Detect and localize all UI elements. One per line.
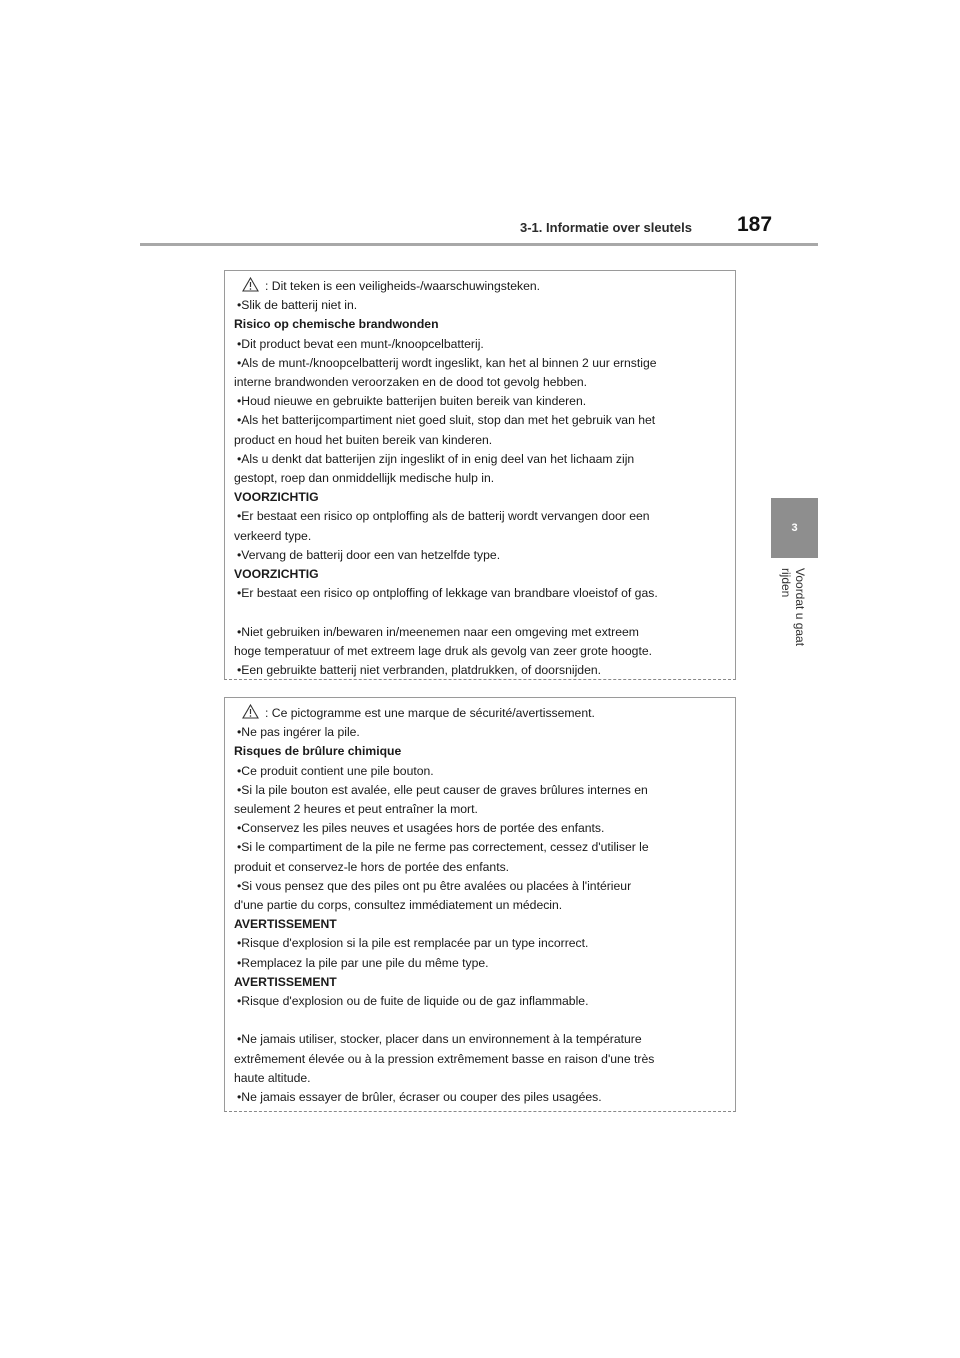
text-line: •Risque d'explosion ou de fuite de liquide ou de gaz inflammable. (237, 994, 589, 1009)
text-line: •Ne pas ingérer la pile. (237, 725, 360, 740)
text-line: •Conservez les piles neuves et usagées hors de portée des enfants. (237, 821, 605, 836)
section-heading: Risques de brûlure chimique (234, 744, 402, 759)
warning-panel-french (224, 697, 736, 1112)
text-line: verkeerd type. (234, 528, 312, 543)
chapter-number: 3 (791, 522, 798, 534)
text-line: •Houd nieuwe en gebruikte batterijen buiten bereik van kinderen. (237, 394, 587, 409)
header-rule (140, 243, 818, 246)
blank-line (234, 1011, 727, 1030)
text-line: •Ce produit contient une pile bouton. (237, 763, 434, 778)
chapter-tab (771, 498, 818, 558)
warning-panel-dutch (224, 270, 736, 680)
text-line: •Risque d'explosion si la pile est remplacée par un type incorrect. (237, 936, 589, 951)
section-heading: VOORZICHTIG (234, 490, 319, 505)
text-line: haute altitude. (234, 1070, 311, 1085)
text-line: gestopt, roep dan onmiddellijk medische hulp in. (234, 471, 495, 486)
page-number: 187 (737, 213, 773, 236)
section-title: 3-1. Informatie over sleutels (520, 220, 692, 235)
text-line: •Als de munt-/knoopcelbatterij wordt ingeslikt, kan het al binnen 2 uur ernstige (237, 355, 657, 370)
text-line: •Als u denkt dat batterijen zijn ingeslikt of in enig deel van het lichaam zijn (237, 451, 635, 466)
section-heading: Risico op chemische brandwonden (234, 317, 439, 332)
section-heading: VOORZICHTIG (234, 567, 319, 582)
text-line: produit et conservez-le hors de portée des enfants. (234, 859, 510, 874)
text-line: •Als het batterijcompartiment niet goed sluit, stop dan met het gebruik van het (237, 413, 656, 428)
warning-text-lines (234, 723, 727, 1107)
text-line: product en houd het buiten bereik van kinderen. (234, 432, 493, 447)
text-line: •Niet gebruiken in/bewaren in/meenemen naar een omgeving met extreem (237, 624, 639, 639)
warning-intro-line (234, 277, 727, 296)
text-line: •Ne jamais essayer de brûler, écraser ou couper des piles usagées. (237, 1090, 602, 1105)
text-line: d'une partie du corps, consultez immédiatement un médecin. (234, 898, 563, 913)
text-line: extrêmement élevée ou à la pression extrêmement basse en raison d'une très (234, 1051, 655, 1066)
chapter-side-label-text: Voordat u gaat rijden (779, 568, 807, 647)
text-line: •Si la pile bouton est avalée, elle peut causer de graves brûlures internes en (237, 782, 648, 797)
text-line: •Slik de batterij niet in. (237, 298, 358, 313)
warning-triangle-icon (242, 277, 259, 292)
text-line: •Ne jamais utiliser, stocker, placer dans un environnement à la température (237, 1032, 642, 1047)
text-line: •Er bestaat een risico op ontploffing als de batterij wordt vervangen door een (237, 509, 650, 524)
warning-text-lines (234, 296, 727, 680)
warning-intro-text: : Ce pictogramme est une marque de sécurité/avertissement. (265, 706, 595, 720)
section-heading: AVERTISSEMENT (234, 974, 337, 989)
blank-line (234, 603, 727, 622)
text-line: •Remplacez la pile par une pile du même type. (237, 955, 489, 970)
text-line: •Vervang de batterij door een van hetzelfde type. (237, 547, 501, 562)
text-line: hoge temperatuur of met extreem lage druk als gevolg van zeer grote hoogte. (234, 643, 653, 658)
text-line: •Er bestaat een risico op ontploffing of lekkage van brandbare vloeistof of gas. (237, 586, 658, 601)
text-line: •Een gebruikte batterij niet verbranden, platdrukken, of doorsnijden. (237, 663, 602, 678)
text-line: seulement 2 heures et peut entraîner la mort. (234, 802, 478, 817)
warning-triangle-icon (242, 704, 259, 719)
text-line: interne brandwonden veroorzaken en de dood tot gevolg hebben. (234, 375, 588, 390)
section-heading: AVERTISSEMENT (234, 917, 337, 932)
chapter-side-label (781, 568, 807, 676)
text-line: •Dit product bevat een munt-/knoopcelbatterij. (237, 336, 484, 351)
text-line: •Si le compartiment de la pile ne ferme pas correctement, cessez d'utiliser le (237, 840, 649, 855)
warning-intro-line (234, 704, 727, 723)
warning-intro-text: : Dit teken is een veiligheids-/waarschuwingsteken. (265, 279, 541, 293)
text-line: •Si vous pensez que des piles ont pu être avalées ou placées à l'intérieur (237, 878, 632, 893)
